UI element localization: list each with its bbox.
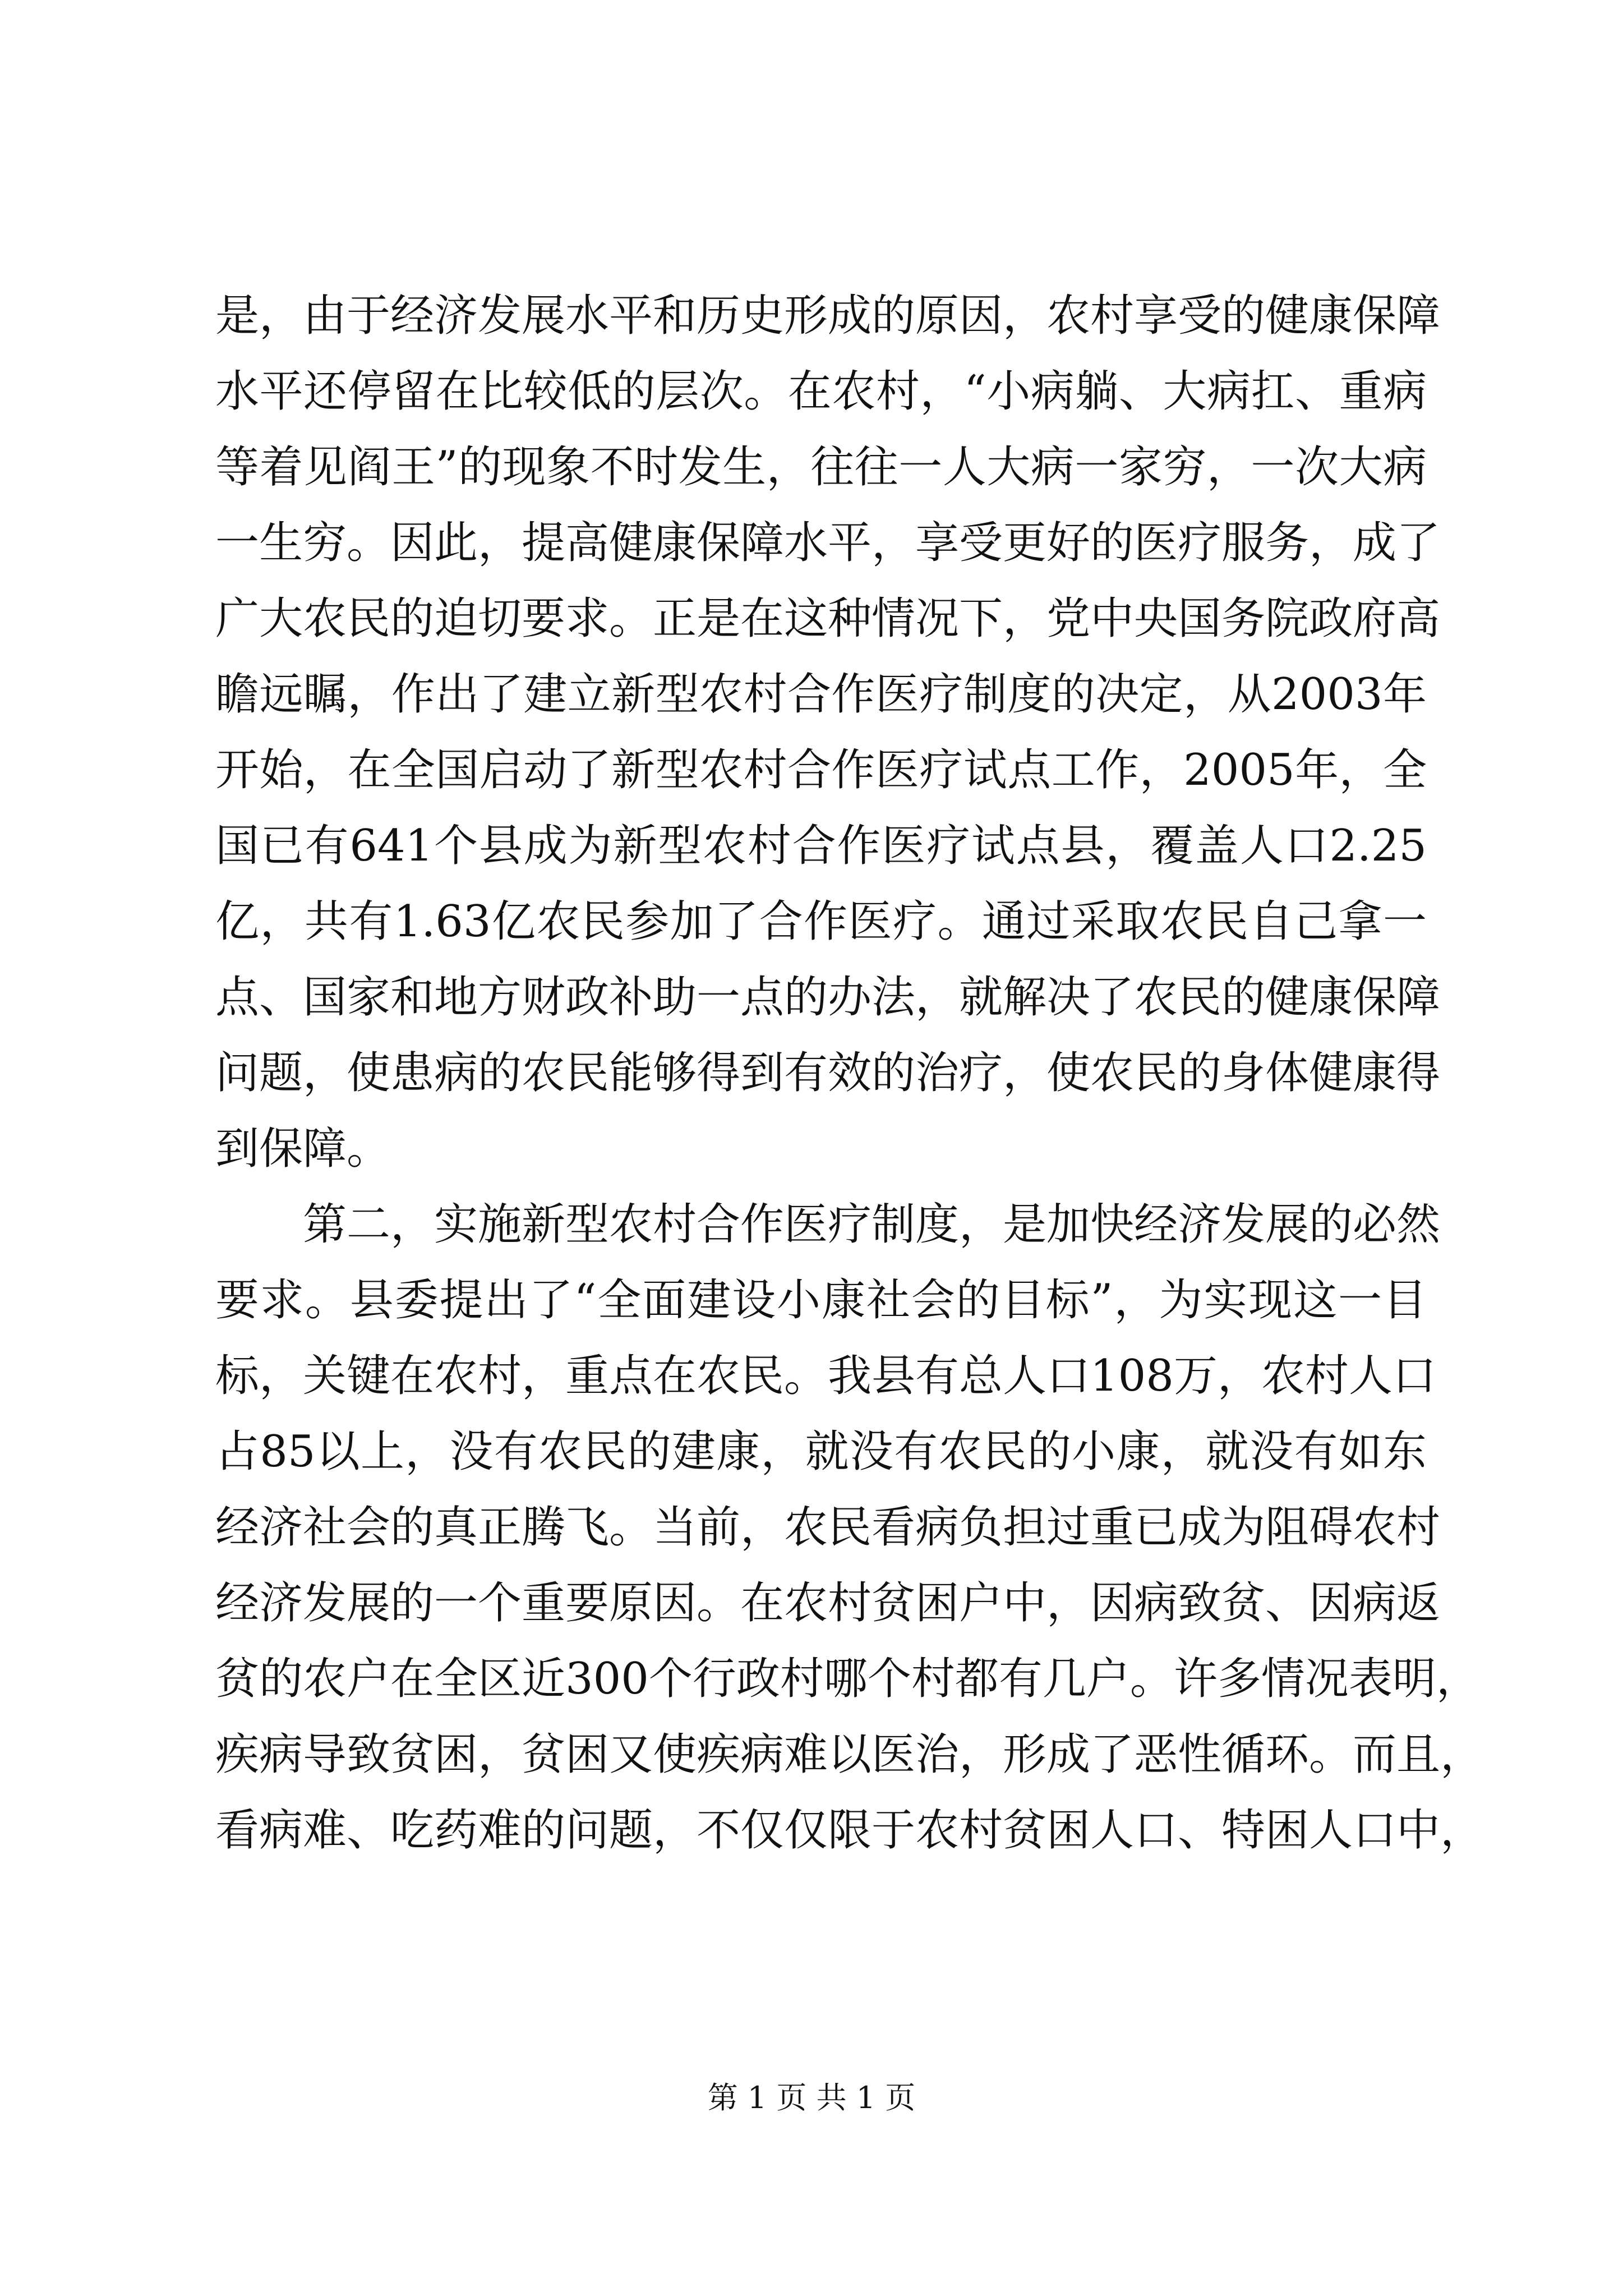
- text-line: 水平还停留在比较低的层次。在农村，“小病躺、大病扛、重病: [215, 366, 1427, 417]
- text-line: 到保障。: [215, 1124, 391, 1174]
- text-line: 贫的农户在全区近300个行政村哪个村都有几户。许多情况表明，: [215, 1654, 1480, 1704]
- text-line: 亿，共有1.63亿农民参加了合作医疗。通过采取农民自己拿一: [215, 896, 1427, 947]
- text-line: 点、国家和地方财政补助一点的办法，就解决了农民的健康保障: [215, 972, 1441, 1023]
- text-line: 开始，在全国启动了新型农村合作医疗试点工作，2005年，全: [215, 745, 1427, 795]
- text-line: 标，关键在农村，重点在农民。我县有总人口108万，农村人口: [215, 1351, 1436, 1401]
- text-line: 国已有641个县成为新型农村合作医疗试点县，覆盖人口2.25: [215, 821, 1427, 871]
- page-number-footer: 第 1 页 共 1 页: [707, 2080, 916, 2115]
- text-line: 瞻远瞩，作出了建立新型农村合作医疗制度的决定，从2003年: [215, 669, 1427, 720]
- text-line: 是，由于经济发展水平和历史形成的原因，农村享受的健康保障: [215, 291, 1441, 341]
- text-line: 经济发展的一个重要原因。在农村贫困户中，因病致贫、因病返: [215, 1578, 1441, 1628]
- text-line: 看病难、吃药难的问题，不仅仅限于农村贫困人口、特困人口中，: [215, 1805, 1484, 1856]
- text-line: 等着见阎王”的现象不时发生，往往一人大病一家穷，一次大病: [215, 442, 1427, 493]
- text-line: 一生穷。因此，提高健康保障水平，享受更好的医疗服务，成了: [215, 518, 1441, 568]
- paragraph-first-line: 第二，实施新型农村合作医疗制度，是加快经济发展的必然: [303, 1199, 1441, 1250]
- text-line: 疾病导致贫困，贫困又使疾病难以医治，形成了恶性循环。而且，: [215, 1729, 1484, 1780]
- text-line: 问题，使患病的农民能够得到有效的治疗，使农民的身体健康得: [215, 1048, 1441, 1098]
- body-text: [215, 278, 1484, 1869]
- text-line: 经济社会的真正腾飞。当前，农民看病负担过重已成为阻碍农村: [215, 1502, 1441, 1553]
- text-line: 广大农民的迫切要求。正是在这种情况下，党中央国务院政府高: [215, 593, 1441, 644]
- text-line: 要求。县委提出了“全面建设小康社会的目标”，为实现这一目: [215, 1275, 1427, 1326]
- text-line: 占85以上，没有农民的建康，就没有农民的小康，就没有如东: [215, 1427, 1427, 1477]
